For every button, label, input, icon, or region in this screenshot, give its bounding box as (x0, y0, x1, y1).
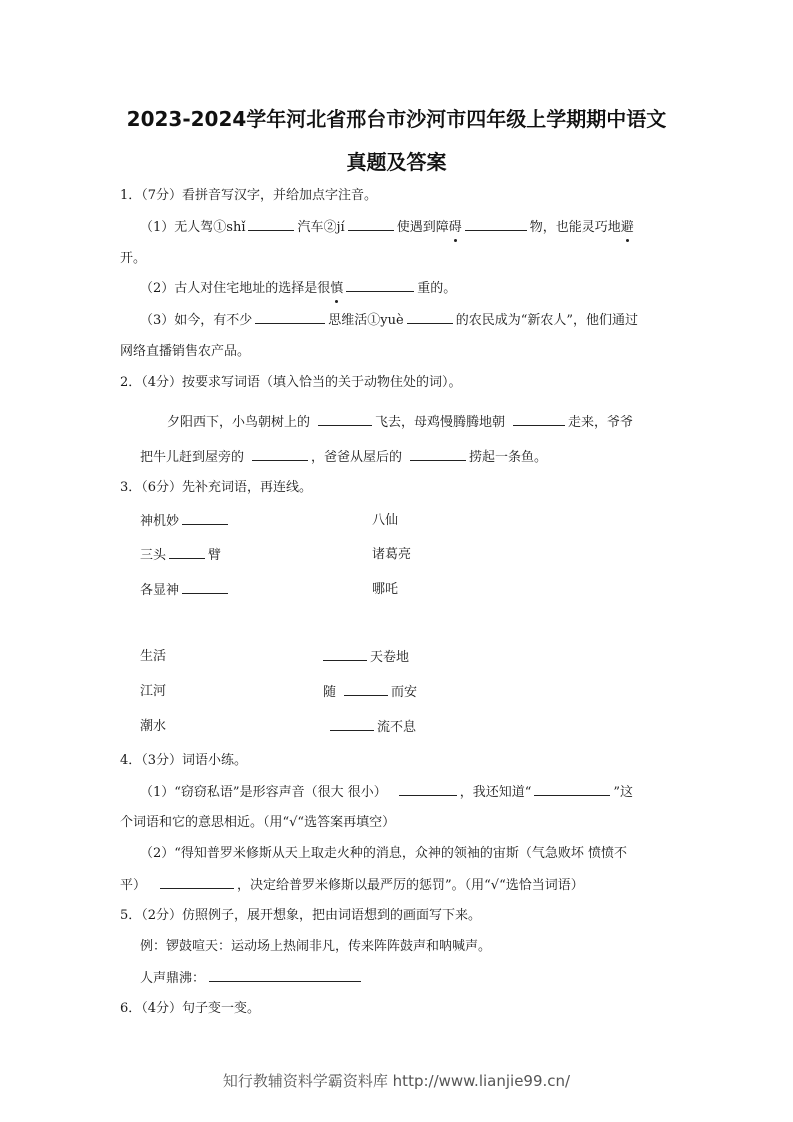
q4-sentence-2: （2）“得知普罗米修斯从天上取走火种的消息，众神的领袖的宙斯（气急败坏 愤愤不 (140, 846, 628, 861)
q1-blank-ji[interactable] (348, 218, 394, 231)
q1-sentence-2 (140, 279, 456, 298)
q4-blank-3[interactable] (160, 876, 234, 889)
q2-heading: 2．（4分）按要求写词语（填入恰当的关于动物住处的词）。 (120, 375, 462, 390)
q4-s1-continuation: 个词语和它的意思相近。（用“√“选答案再填空） (120, 815, 396, 830)
q4-heading: 4．（3分）词语小练。 (120, 753, 248, 768)
q1-s2-text-a: （2）古人对住宅地址的选择是很 (140, 281, 331, 296)
q2-p2-text-a: 把牛儿赶到屋旁的 (140, 450, 245, 465)
q5-heading: 5．（2分）仿照例子，展开想象，把由词语想到的画面写下来。 (120, 908, 482, 923)
q3-left2-word-3: 潮水 (140, 719, 167, 734)
q2-blank-tree[interactable] (318, 413, 372, 426)
q3-right-name-1: 八仙 (372, 513, 399, 528)
q3-left-word-2: 三头 臂 (140, 548, 222, 563)
q3-blank-left-2[interactable] (169, 546, 205, 559)
q2-p2-text-c: 捞起一条鱼。 (469, 450, 548, 465)
q1-dotted-char-shen: 慎 (330, 281, 344, 296)
q2-paragraph-line1 (167, 413, 633, 432)
q3-blank-right-3[interactable] (330, 718, 374, 731)
document-title-line1: 2023-2024学年河北省邢台市沙河市四年级上学期期中语文 (126, 107, 667, 131)
q4-sentence-1: （1）“窃窃私语”是形容声音（很大 很小） ，我还知道“ ”这 (140, 785, 634, 800)
q3-right-name-3: 哪吒 (372, 582, 399, 597)
q1-sentence-1 (140, 218, 634, 237)
q1-blank-ai[interactable] (465, 218, 527, 231)
q1-s1-text-a: （1）无人驾①shǐ (140, 220, 246, 235)
q3-left-word-1: 神机妙 (140, 512, 231, 531)
q2-blank-cow[interactable] (252, 448, 308, 461)
q3-right2-idiom-3: 流不息 (330, 718, 416, 737)
q4-blank-2[interactable] (534, 783, 610, 796)
q6-heading: 6．（4分）句子变一变。 (120, 1001, 261, 1016)
q2-paragraph-line2 (140, 448, 547, 467)
q1-blank-buShao[interactable] (255, 311, 325, 324)
q2-p2-text-b: ，爸爸从屋后的 (311, 450, 403, 465)
q2-blank-fish[interactable] (410, 448, 466, 461)
q1-s2-text-b: 重的。 (417, 281, 457, 296)
q1-s3-text-b: 思维活①yuè (328, 313, 404, 328)
q2-blank-hen[interactable] (513, 413, 565, 426)
q1-s3-text-c: 的农民成为“新农人”，他们通过 (455, 313, 638, 328)
q3-blank-right-2[interactable] (344, 683, 388, 696)
q3-blank-left-3[interactable] (182, 581, 228, 594)
q3-left-word-3: 各显神 (140, 581, 231, 600)
q3-right2-idiom-2: 随 而安 (323, 685, 418, 700)
q1-dotted-char-bi: 避 (620, 220, 634, 235)
q1-sentence-3 (140, 311, 638, 330)
q2-p1-text-b: 飞去，母鸡慢腾腾地朝 (375, 415, 506, 430)
q3-heading: 3．（6分）先补充词语，再连线。 (120, 480, 313, 495)
q3-right2-idiom-1: 天卷地 (323, 648, 409, 667)
q1-s3-text-a: （3）如今，有不少 (140, 313, 253, 328)
q1-dotted-char-ai: 碍 (448, 220, 462, 235)
q3-left2-word-1: 生活 (140, 649, 167, 664)
q3-right-name-2: 诸葛亮 (372, 547, 412, 562)
q1-blank-shen[interactable] (346, 279, 414, 292)
footer-watermark: 知行教辅资料学霸资料库 http://www.lianjie99.cn/ (222, 1072, 571, 1090)
q4-blank-1[interactable] (399, 783, 457, 796)
q2-p1-text-c: 走来，爷爷 (568, 415, 634, 430)
q1-blank-shi[interactable] (248, 218, 294, 231)
q2-p1-text-a: 夕阳西下，小鸟朝树上的 (167, 415, 311, 430)
q5-example: 例：锣鼓喧天：运动场上热闹非凡，传来阵阵鼓声和呐喊声。 (140, 939, 492, 954)
q3-left2-word-2: 江河 (140, 684, 167, 699)
q5-prompt: 人声鼎沸： (140, 969, 364, 988)
q1-s3-text-d: 网络直播销售农产品。 (120, 344, 251, 359)
q3-blank-right-1[interactable] (323, 648, 367, 661)
q5-answer-blank[interactable] (209, 969, 361, 982)
q1-s1-text-b: 汽车②jí (297, 220, 345, 235)
q1-heading: 1．（7分）看拼音写汉字，并给加点字注音。 (120, 188, 378, 203)
q1-s1-text-d: 物，也能灵巧地 (529, 220, 621, 235)
q1-s1-text-e: 开。 (120, 251, 147, 266)
q3-blank-left-1[interactable] (182, 512, 228, 525)
q1-s1-text-c: 使遇到障 (396, 220, 449, 235)
q4-s2-continuation: 平） ，决定给普罗米修斯以最严厉的惩罚”。（用“√“选恰当词语） (120, 878, 584, 893)
q1-blank-yue[interactable] (407, 311, 453, 324)
document-title-line2: 真题及答案 (346, 150, 447, 174)
